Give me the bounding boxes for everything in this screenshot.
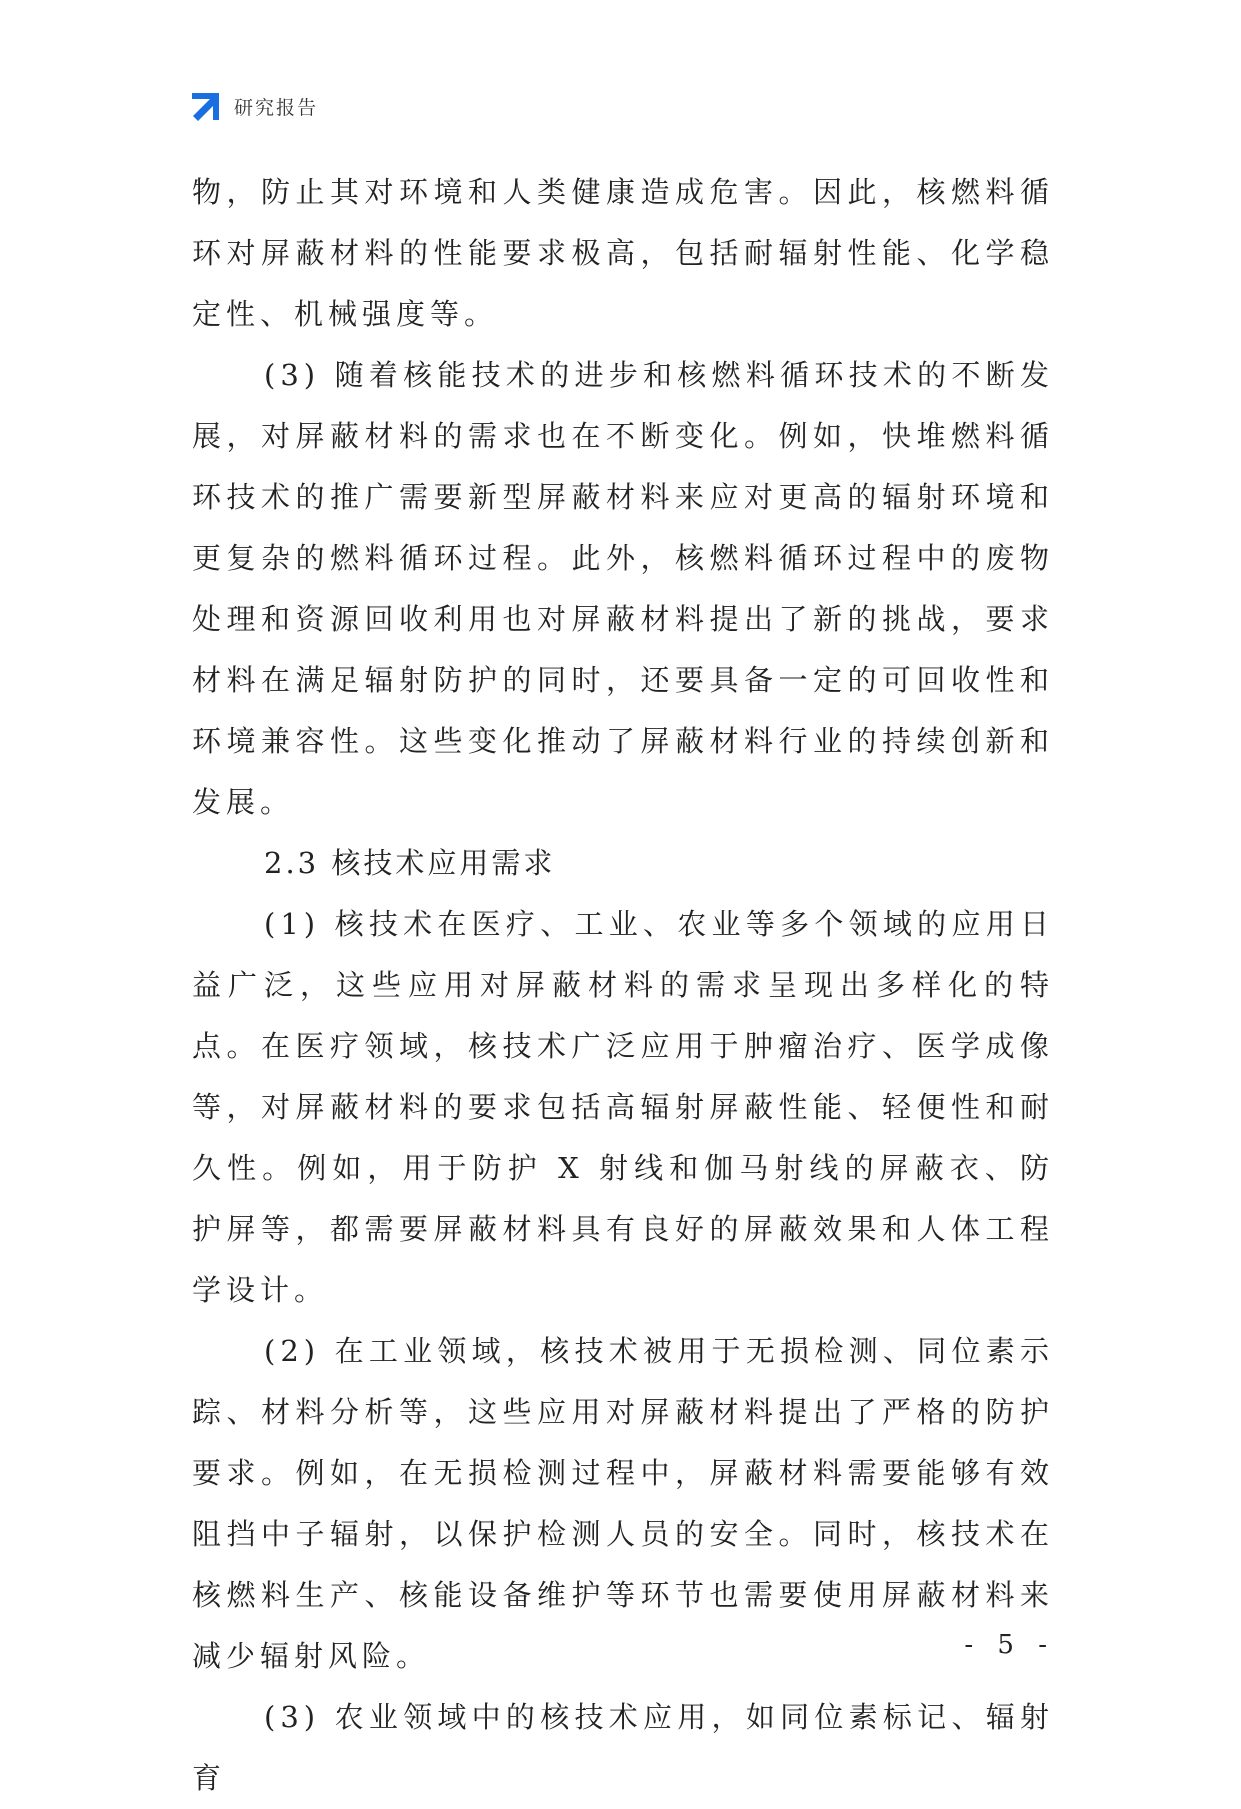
section-paragraph-3: (3) 农业领域中的核技术应用，如同位素标记、辐射育 (192, 1700, 1054, 1795)
report-header (190, 88, 318, 124)
page-number: - 5 - (964, 1630, 1055, 1660)
section-heading: 2.3 核技术应用需求 (264, 846, 556, 880)
arrow-up-right-icon (190, 90, 222, 122)
paragraph-item-3: (3) 随着核能技术的进步和核燃料循环技术的不断发展，对屏蔽材料的需求也在不断变化。例如，快堆燃料循环技术的推广需要新型屏蔽材料来应对更高的辐射环境和更复杂的燃料循环过程。此外，核燃料循环过程中的废物处理和资源回收利用也对屏蔽材料提出了新的挑战，要求材料在满足辐射防护的同时，还要具备一定的可回收性和环境兼容性。这些变化推动了屏蔽材料行业的持续创新和发展。 (192, 358, 1054, 819)
document-body (192, 162, 1054, 1809)
paragraph-continued: 物，防止其对环境和人类健康造成危害。因此，核燃料循环对屏蔽材料的性能要求极高，包括耐辐射性能、化学稳定性、机械强度等。 (192, 175, 1054, 331)
section-paragraph-1: (1) 核技术在医疗、工业、农业等多个领域的应用日益广泛，这些应用对屏蔽材料的需求呈现出多样化的特点。在医疗领域，核技术广泛应用于肿瘤治疗、医学成像等，对屏蔽材料的要求包括高辐射屏蔽性能、轻便性和耐久性。例如，用于防护 X 射线和伽马射线的屏蔽衣、防护屏等，都需要屏蔽材料具有良好的屏蔽效果和人体工程学设计。 (192, 907, 1054, 1307)
header-title: 研究报告 (234, 96, 319, 119)
section-paragraph-2: (2) 在工业领域，核技术被用于无损检测、同位素示踪、材料分析等，这些应用对屏蔽材料提出了严格的防护要求。例如，在无损检测过程中，屏蔽材料需要能够有效阻挡中子辐射，以保护检测人员的安全。同时，核技术在核燃料生产、核能设备维护等环节也需要使用屏蔽材料来减少辐射风险。 (192, 1334, 1054, 1673)
